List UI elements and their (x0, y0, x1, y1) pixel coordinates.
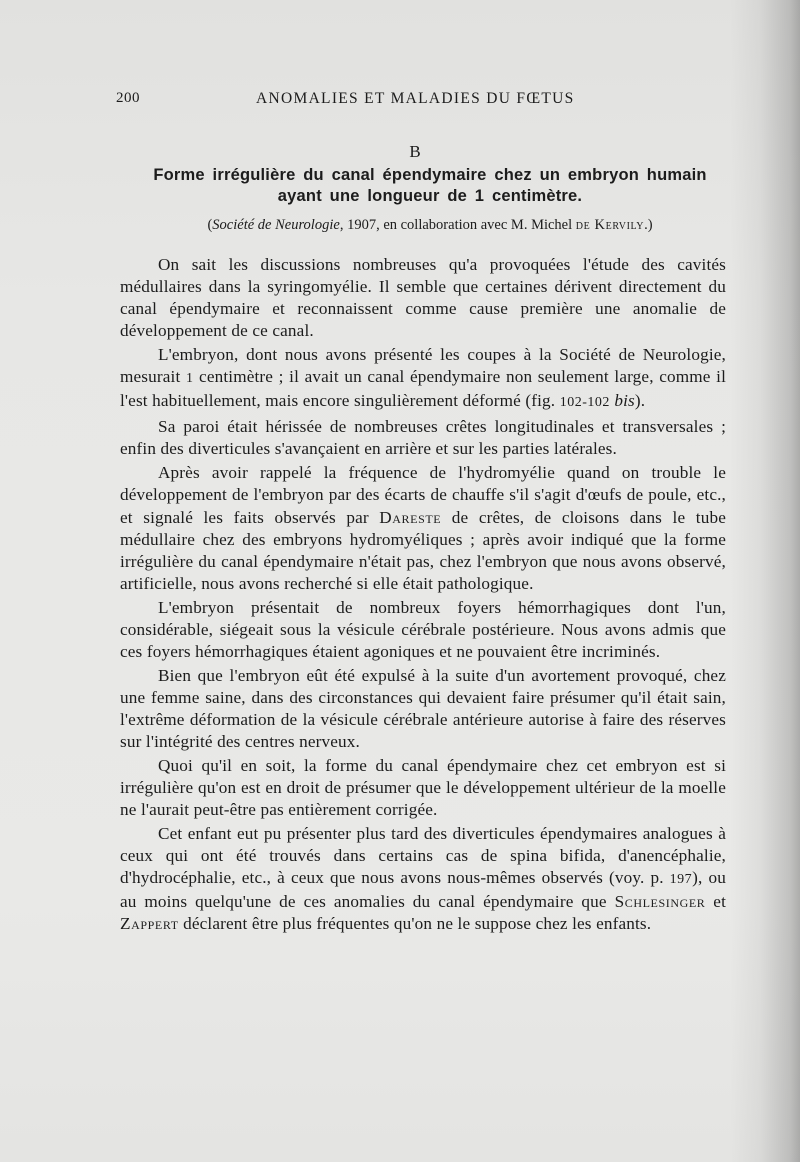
text-run: ), ou au moins quelqu'une de ces anomalies du canal épendymaire que (120, 868, 726, 912)
text-run: L'embryon présentait de nombreux foyers hémorrhagiques dont l'un, considérable, siégeait sous la vésicule cérébrale postérieure. Nous avons admis que ces foyers hémorrhagiques étaient agoniques et ne pouvaient être incriminés. (120, 597, 726, 661)
numeral: 102-102 (559, 395, 610, 411)
page-number: 200 (116, 90, 140, 106)
body-text (120, 254, 726, 937)
text-run: de crêtes, de cloisons dans le tube médullaire chez des embryons hydromyéliques ; après avoir indiqué que la forme irrégulière du canal épendymaire n'était pas, chez l'embryon que nous avons observé, artificielle, nous avons recherché si elle était pathologique. (120, 507, 726, 593)
text-run: ). (634, 391, 646, 411)
numeral: 1 (185, 371, 194, 387)
paragraph (120, 254, 726, 342)
article-title-line-2: ayant une longueur de 1 centimètre. (277, 187, 583, 205)
numeral: 197 (669, 872, 693, 888)
text-run: Sa paroi était hérissée de nombreuses crêtes longitudinales et transversales ; enfin des diverticules s'avançaient en arrière et sur les parties latérales. (120, 417, 726, 459)
paragraph (120, 416, 726, 460)
running-title: ANOMALIES ET MALADIES DU FŒTUS (256, 90, 575, 107)
text-run: L'embryon, dont nous avons présenté les coupes à la Société de Neurologie, mesurait (120, 345, 726, 387)
paragraph (120, 597, 726, 663)
author-name: Schlesinger (614, 892, 706, 912)
paragraph (120, 665, 726, 753)
citation-year-collab: , 1907, en collaboration avec M. Michel (339, 217, 576, 233)
text-run: Quoi qu'il en soit, la forme du canal épendymaire chez cet embryon est si irrégulière qu'on est en droit de présumer que le développement ultérieur de la moelle ne l'aurait peut-être pas entièrement corrigée. (120, 756, 726, 820)
italic-text: bis (614, 391, 635, 411)
citation-close: .) (644, 217, 653, 233)
text-run: déclarent être plus fréquentes qu'on ne le suppose chez les enfants. (178, 914, 652, 934)
text-run: Cet enfant eut pu présenter plus tard des diverticules épendymaires analogues à ceux qui ont été trouvés dans certains cas de spina bifida, d'anencéphalie, d'hydrocéphalie, etc., à ceux que nous avons nous-mêmes observés (voy. p. (120, 824, 726, 888)
article-title (130, 165, 730, 207)
citation (130, 217, 730, 234)
paragraph (120, 344, 726, 414)
citation-coauthor: de Kervily (575, 217, 645, 233)
running-header (116, 90, 726, 114)
citation-open: ( (207, 217, 213, 233)
text-run: Après avoir rappelé la fréquence de l'hydromyélie quand on trouble le développement de l'embryon par des écarts de chauffe s'il s'agit d'œufs de poule, etc., et signalé les faits observés par (120, 463, 726, 527)
author-name: Zappert (120, 914, 179, 934)
article-title-line-1: Forme irrégulière du canal épendymaire chez un embryon humain (153, 166, 707, 184)
paragraph (120, 462, 726, 594)
author-name: Dareste (379, 507, 442, 527)
text-run: centimètre ; il avait un canal épendymaire non seulement large, comme il l'est habituellement, mais encore singulièrement déformé (fig. (120, 367, 726, 411)
paragraph (120, 755, 726, 821)
section-letter: B (409, 142, 421, 161)
citation-source: Société de Neurologie (212, 217, 340, 233)
paragraph (120, 823, 726, 935)
text-run: On sait les discussions nombreuses qu'a provoquées l'étude des cavités médullaires dans la syringomyélie. Il semble que certaines dérivent directement du canal épendymaire et reconnaissent comme cause première une anomalie de développement de ce canal. (120, 255, 726, 341)
text-run: Bien que l'embryon eût été expulsé à la suite d'un avortement provoqué, chez une femme saine, dans des circonstances qui devaient faire présumer qu'il était sain, l'extrême déformation de la vésicule cérébrale antérieure autorise à faire des réserves sur l'intégrité des centres nerveux. (120, 665, 726, 751)
text-run: et (705, 892, 726, 912)
